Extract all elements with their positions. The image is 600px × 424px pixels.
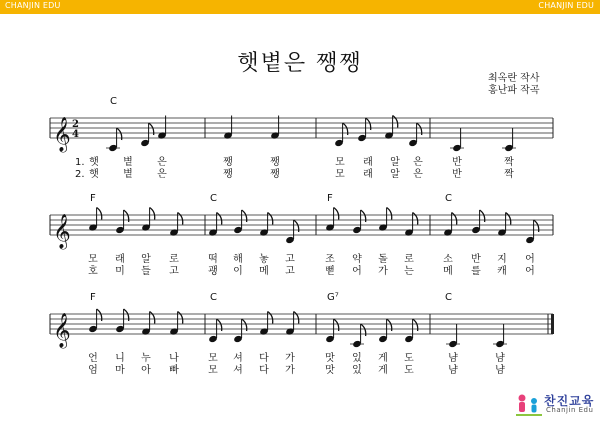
lyric-syllable: 짝 [504, 157, 514, 168]
treble-clef-icon: 𝄞 [53, 214, 71, 249]
chord-symbol: C [210, 292, 217, 303]
lyric-syllable: 게 [378, 353, 388, 364]
lyric-syllable: 게 [378, 365, 388, 376]
lyric-syllable: 뻗 [325, 266, 335, 277]
lyric-syllable: 햇 [89, 157, 99, 168]
chord-symbol: F [327, 193, 333, 204]
lyric-syllable: 래 [115, 254, 125, 265]
eighth-flag [334, 208, 339, 220]
time-signature-bottom: 4 [72, 129, 79, 140]
lyric-syllable: 캐 [497, 266, 507, 277]
lyric-syllable: 도 [404, 353, 414, 364]
eighth-flag [294, 312, 299, 324]
lyric-syllable: 반 [452, 157, 462, 168]
chord-symbol: F [90, 292, 96, 303]
lyric-syllable: 짝 [504, 169, 514, 180]
lyric-syllable: 조 [325, 254, 335, 265]
lyric-syllable: 쨍 [223, 169, 233, 180]
verse-number: 2. [75, 169, 85, 180]
chord-symbol: C [445, 292, 452, 303]
lyric-syllable: 냠 [495, 353, 505, 364]
lyric-syllable: 로 [169, 254, 179, 265]
lyric-syllable: 누 [141, 353, 151, 364]
lyric-syllable: 약 [352, 254, 362, 265]
lyric-syllable: 어 [525, 266, 535, 277]
lyric-syllable: 어 [352, 266, 362, 277]
lyric-syllable: 냠 [448, 365, 458, 376]
lyric-syllable: 래 [363, 157, 373, 168]
lyric-syllable: 반 [471, 254, 481, 265]
brand-label-left: CHANJIN EDU [5, 1, 61, 10]
lyric-syllable: 래 [363, 169, 373, 180]
lyric-syllable: 은 [157, 169, 167, 180]
lyric-syllable: 알 [141, 254, 151, 265]
lyric-syllable: 알 [390, 157, 400, 168]
lyric-syllable: 놓 [259, 254, 269, 265]
composer-credit: 홍난파 작곡 [488, 85, 540, 96]
lyric-syllable: 지 [497, 254, 507, 265]
lyric-syllable: 고 [285, 266, 295, 277]
lyric-syllable: 모 [335, 157, 345, 168]
final-barline-thick [551, 314, 554, 334]
lyric-syllable: 가 [378, 266, 388, 277]
lyric-syllable: 은 [413, 169, 423, 180]
eighth-flag [97, 208, 102, 220]
chord-symbol: C [110, 96, 117, 107]
time-signature-top: 2 [72, 119, 79, 130]
lyric-syllable: 모 [208, 365, 218, 376]
lyric-syllable: 쨍 [270, 157, 280, 168]
lyric-syllable: 가 [285, 365, 295, 376]
lyric-syllable: 햇 [89, 169, 99, 180]
lyricist-credit: 최옥란 작사 [488, 73, 540, 84]
lyric-syllable: 모 [88, 254, 98, 265]
eighth-flag [387, 208, 392, 220]
lyric-syllable: 나 [169, 353, 179, 364]
lyric-syllable: 쨍 [270, 169, 280, 180]
logo-korean: 찬진교육 [544, 394, 595, 408]
lyric-syllable: 은 [413, 157, 423, 168]
lyric-syllable: 쨍 [223, 157, 233, 168]
lyric-syllable: 언 [88, 353, 98, 364]
lyric-syllable: 괭 [208, 266, 218, 277]
publisher-logo [514, 392, 598, 418]
logo-english: Chanjin Edu [546, 406, 594, 414]
eighth-flag [178, 213, 183, 225]
lyric-syllable: 호 [88, 266, 98, 277]
treble-clef-icon: 𝄞 [53, 117, 71, 152]
lyric-syllable: 모 [335, 169, 345, 180]
lyric-syllable: 이 [233, 266, 243, 277]
song-title: 햇볕은 쨍쨍 [237, 51, 363, 76]
lyric-syllable: 있 [352, 365, 362, 376]
chord-symbol: C [445, 193, 452, 204]
lyric-syllable: 다 [259, 365, 269, 376]
chord-symbol: G⁷ [327, 292, 339, 303]
lyric-syllable: 아 [141, 365, 151, 376]
lyric-syllable: 어 [525, 254, 535, 265]
lyric-syllable: 냠 [495, 365, 505, 376]
lyric-syllable: 니 [115, 353, 125, 364]
eighth-flag [452, 213, 457, 225]
eighth-flag [178, 312, 183, 324]
lyric-syllable: 는 [404, 266, 414, 277]
lyric-syllable: 셔 [233, 353, 243, 364]
treble-clef-icon: 𝄞 [53, 313, 71, 348]
lyric-syllable: 해 [233, 254, 243, 265]
lyric-syllable: 맛 [325, 365, 335, 376]
lyric-syllable: 모 [208, 353, 218, 364]
eighth-flag [150, 208, 155, 220]
lyric-syllable: 미 [115, 266, 125, 277]
eighth-flag [268, 312, 273, 324]
lyric-syllable: 메 [259, 266, 269, 277]
lyric-syllable: 맛 [325, 353, 335, 364]
lyric-syllable: 돌 [378, 254, 388, 265]
eighth-flag [268, 213, 273, 225]
lyric-syllable: 셔 [233, 365, 243, 376]
lyric-syllable: 들 [141, 266, 151, 277]
lyric-syllable: 소 [443, 254, 453, 265]
eighth-flag [413, 213, 418, 225]
lyric-syllable: 냠 [448, 353, 458, 364]
eighth-flag [217, 213, 222, 225]
eighth-flag [150, 312, 155, 324]
chord-symbol: F [90, 193, 96, 204]
lyric-syllable: 마 [115, 365, 125, 376]
children-icon [514, 392, 544, 418]
lyric-syllable: 로 [404, 254, 414, 265]
lyric-syllable: 메 [443, 266, 453, 277]
lyric-syllable: 볕 [123, 169, 133, 180]
lyric-syllable: 를 [471, 266, 481, 277]
lyric-syllable: 볕 [123, 157, 133, 168]
lyric-syllable: 떡 [208, 254, 218, 265]
lyric-syllable: 다 [259, 353, 269, 364]
lyric-syllable: 고 [169, 266, 179, 277]
verse-number: 1. [75, 157, 85, 168]
lyric-syllable: 엄 [88, 365, 98, 376]
eighth-flag [393, 116, 398, 128]
lyric-syllable: 은 [157, 157, 167, 168]
lyric-syllable: 가 [285, 353, 295, 364]
eighth-flag [506, 213, 511, 225]
brand-label-right: CHANJIN EDU [538, 1, 594, 10]
lyric-syllable: 고 [285, 254, 295, 265]
lyric-syllable: 빠 [169, 365, 179, 376]
lyric-syllable: 반 [452, 169, 462, 180]
chord-symbol: C [210, 193, 217, 204]
lyric-syllable: 도 [404, 365, 414, 376]
lyric-syllable: 알 [390, 169, 400, 180]
lyric-syllable: 있 [352, 353, 362, 364]
